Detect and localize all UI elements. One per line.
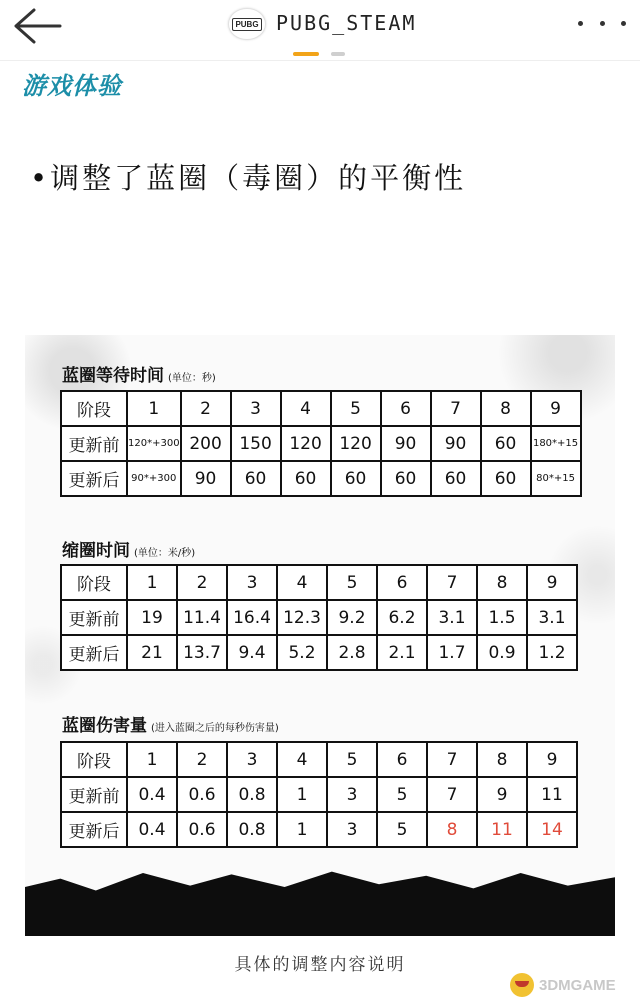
data-table [60,564,578,671]
value-cell: 60 [481,461,531,496]
value-cell: 16.4 [227,600,277,635]
value-cell: 5 [377,777,427,812]
value-cell: 60 [231,461,281,496]
value-cell: 3.1 [527,600,577,635]
table-title-text: 缩圈时间 [62,541,130,561]
account-name[interactable]: PUBG_STEAM [276,11,417,35]
value-cell: 0.6 [177,812,227,847]
value-cell: 1.5 [477,600,527,635]
table-title-text: 蓝圈等待时间 [62,366,164,386]
value-cell: 2.8 [327,635,377,670]
stage-cell: 4 [277,742,327,777]
stage-cell: 8 [481,391,531,426]
row-label-cell: 更新后 [61,812,127,847]
stage-label-cell: 阶段 [61,391,127,426]
value-cell: 60 [281,461,331,496]
value-cell: 7 [427,777,477,812]
back-arrow-icon[interactable] [10,6,64,46]
watermark-text: 3DMGAME [539,976,616,994]
value-cell: 180*+15 [531,426,581,461]
more-dots-icon[interactable] [578,10,626,36]
table-header-row [61,391,581,426]
value-cell: 0.4 [127,777,177,812]
value-cell: 90 [381,426,431,461]
value-cell: 6.2 [377,600,427,635]
table-row [61,600,577,635]
value-cell: 19 [127,600,177,635]
value-cell: 90*+300 [127,461,181,496]
stage-cell: 1 [127,565,177,600]
table-row [61,812,577,847]
stage-label-cell: 阶段 [61,742,127,777]
page-indicator-active [293,52,319,56]
table-unit: (单位：秒) [168,373,216,384]
value-cell: 9.2 [327,600,377,635]
table-unit: (单位：米/秒) [134,548,196,559]
data-table [60,390,582,497]
value-cell: 60 [381,461,431,496]
row-label-cell: 更新前 [61,777,127,812]
value-cell: 1.2 [527,635,577,670]
value-cell: 0.9 [477,635,527,670]
stage-cell: 9 [527,742,577,777]
stage-cell: 9 [527,565,577,600]
stage-cell: 9 [531,391,581,426]
row-label-cell: 更新前 [61,600,127,635]
stage-cell: 2 [177,565,227,600]
value-cell: 14 [527,812,577,847]
value-cell: 1.7 [427,635,477,670]
row-label-cell: 更新后 [61,461,127,496]
value-cell: 1 [277,812,327,847]
watermark-logo-icon [510,973,534,997]
value-cell: 0.6 [177,777,227,812]
value-cell: 120 [281,426,331,461]
stage-cell: 6 [377,565,427,600]
stage-cell: 8 [477,565,527,600]
value-cell: 200 [181,426,231,461]
value-cell: 5 [377,812,427,847]
stage-cell: 5 [327,565,377,600]
table-row [61,461,581,496]
table-title [62,536,195,561]
value-cell: 11 [477,812,527,847]
row-label-cell: 更新前 [61,426,127,461]
value-cell: 60 [481,426,531,461]
value-cell: 90 [181,461,231,496]
stage-cell: 1 [127,742,177,777]
page-indicator-inactive [331,52,345,56]
value-cell: 60 [331,461,381,496]
table-title [62,361,216,386]
value-cell: 9 [477,777,527,812]
value-cell: 80*+15 [531,461,581,496]
stage-cell: 8 [477,742,527,777]
top-bar [0,0,640,61]
account-logo-text: PUBG [232,18,261,31]
stage-cell: 2 [181,391,231,426]
table-title-text: 蓝圈伤害量 [62,716,147,736]
value-cell: 120*+300 [127,426,181,461]
stage-cell: 4 [281,391,331,426]
value-cell: 11 [527,777,577,812]
value-cell: 3 [327,777,377,812]
image-caption: 具体的调整内容说明 [234,955,406,975]
value-cell: 90 [431,426,481,461]
value-cell: 150 [231,426,281,461]
stage-label-cell: 阶段 [61,565,127,600]
watermark [510,970,635,1000]
value-cell: 12.3 [277,600,327,635]
stage-cell: 7 [427,742,477,777]
value-cell: 9.4 [227,635,277,670]
value-cell: 21 [127,635,177,670]
stage-cell: 7 [427,565,477,600]
value-cell: 2.1 [377,635,427,670]
section-heading: 游戏体验 [22,72,122,100]
stage-cell: 2 [177,742,227,777]
bullet-text: •调整了蓝圈（毒圈）的平衡性 [30,161,467,195]
value-cell: 3.1 [427,600,477,635]
value-cell: 5.2 [277,635,327,670]
value-cell: 3 [327,812,377,847]
account-avatar[interactable] [228,8,266,40]
value-cell: 0.8 [227,777,277,812]
value-cell: 11.4 [177,600,227,635]
value-cell: 120 [331,426,381,461]
table-unit: (进入蓝圈之后的每秒伤害量) [151,723,279,734]
row-label-cell: 更新后 [61,635,127,670]
table-header-row [61,565,577,600]
stage-cell: 3 [231,391,281,426]
stage-cell: 5 [331,391,381,426]
stage-cell: 3 [227,565,277,600]
value-cell: 1 [277,777,327,812]
table-row [61,426,581,461]
value-cell: 60 [431,461,481,496]
value-cell: 0.8 [227,812,277,847]
table-row [61,777,577,812]
data-table [60,741,578,848]
stage-cell: 6 [377,742,427,777]
value-cell: 8 [427,812,477,847]
stage-cell: 5 [327,742,377,777]
value-cell: 0.4 [127,812,177,847]
stage-cell: 7 [431,391,481,426]
value-cell: 13.7 [177,635,227,670]
stage-cell: 6 [381,391,431,426]
stage-cell: 1 [127,391,181,426]
page-indicator [293,52,353,56]
stage-cell: 4 [277,565,327,600]
table-header-row [61,742,577,777]
table-row [61,635,577,670]
stage-cell: 3 [227,742,277,777]
table-title [62,711,279,736]
